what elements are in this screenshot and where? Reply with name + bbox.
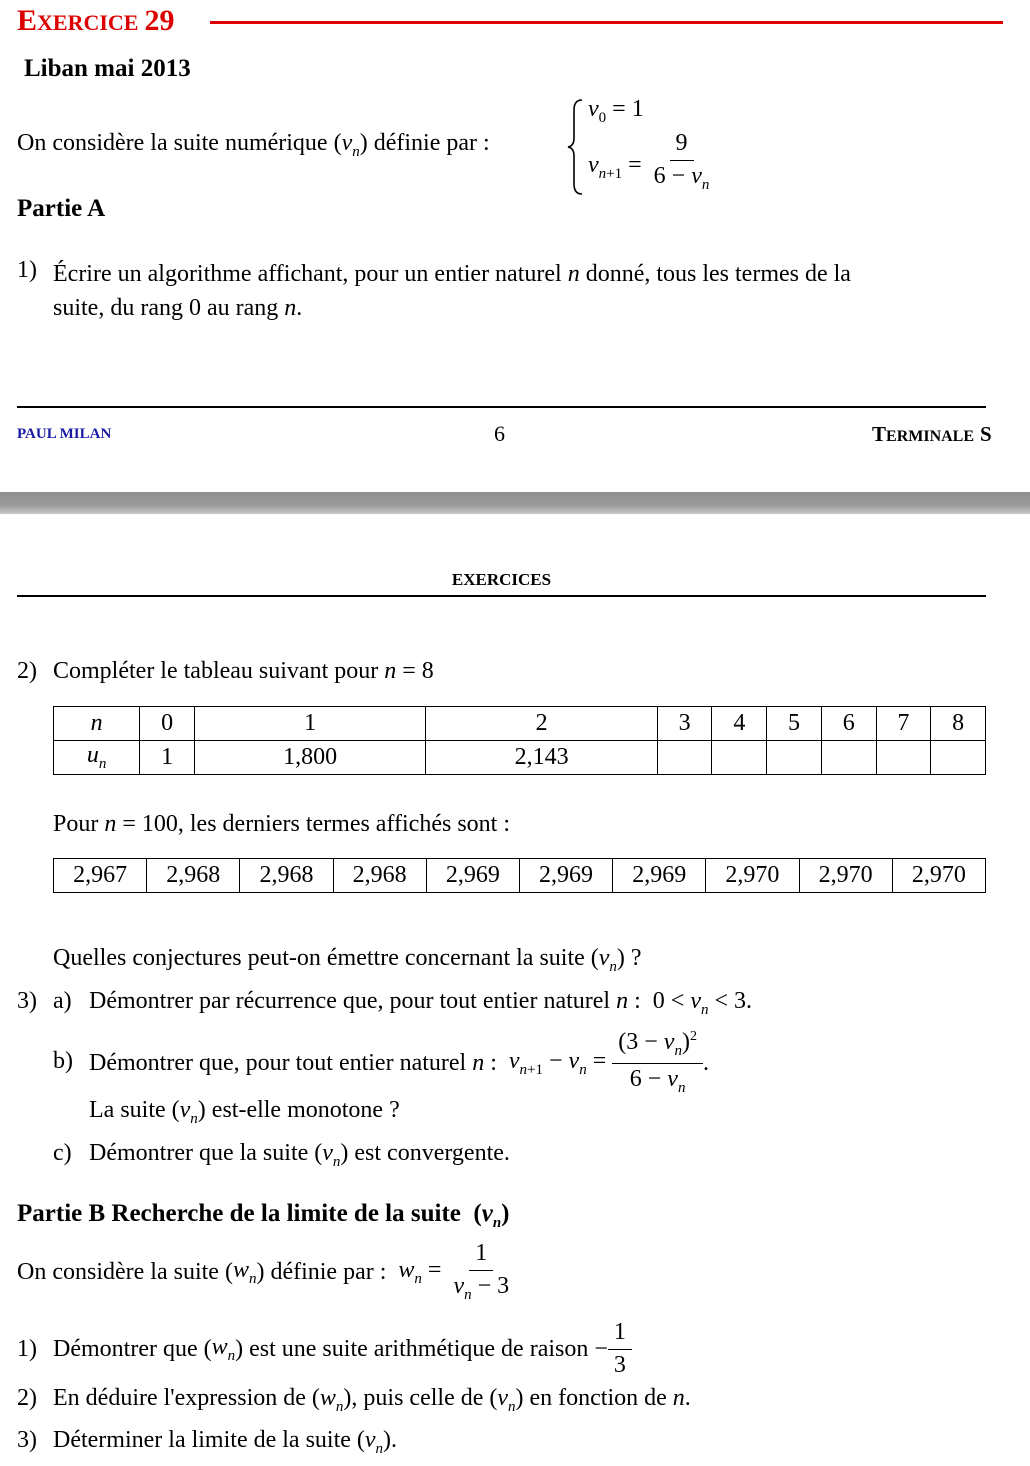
page-header: EXERCICES [451,570,552,589]
table-cell: 2,969 [426,859,519,893]
table-cell: $u_n$ [54,741,140,775]
part-b-heading: Partie B Recherche de la limite de la suite $(v_n)$ [17,1200,510,1231]
table-cell: 2,143 [426,741,657,775]
table-cell: 3 [657,707,712,741]
question-3b-subquestion: La suite $(v_n)$ est-elle monotone ? [89,1097,400,1127]
table-cell: 2,968 [240,859,333,893]
exercise-title: EXERCICE 29 [17,4,175,37]
table-cell: 2,968 [333,859,426,893]
table-cell[interactable] [821,741,876,775]
table-cell: 8 [931,707,986,741]
table-cell: n [54,707,140,741]
question-2-text: Compléter le tableau suivant pour n = 8 [53,658,434,684]
footer-right: TERMINALE S [872,422,992,446]
table-cell: 1 [140,741,195,775]
pour-text: Pour n = 100, les derniers termes affichés sont : [53,811,510,837]
question-1-number: 1) [17,257,37,283]
header-rule [17,595,986,597]
table-cell: 2,969 [613,859,706,893]
w-definition: On considère la suite ( $w_n$ ) définie par : $w_n$ = $\frac{1}{v_n - 3}$ [17,1240,510,1303]
part-b-question-2-text: En déduire l'expression de $(w_n)$, puis celle de $(v_n)$ en fonction de n. [53,1385,691,1415]
title-rule [210,21,1003,24]
table-cell: 5 [767,707,822,741]
part-b-question-3-number: 3) [17,1427,37,1453]
table-cell: 4 [712,707,767,741]
part-b-question-3-text: Déterminer la limite de la suite $(v_n)$. [53,1427,398,1457]
values-table [53,706,986,775]
part-b-question-2-number: 2) [17,1385,37,1411]
table-cell: 2 [426,707,657,741]
table-cell: 7 [876,707,931,741]
page-divider [0,492,1030,514]
question-3-number: 3) [17,988,37,1014]
table-row [54,707,986,741]
table-cell[interactable] [712,741,767,775]
footer-author: PAUL MILAN [17,426,112,442]
table-cell: 1,800 [194,741,425,775]
system-line-2: $v_{n+1}$ = $\frac{9}{6 - v_n}$ [588,130,710,193]
table-cell[interactable] [876,741,931,775]
table-cell: 1 [194,707,425,741]
intro-text: On considère la suite numérique $(v_n)$ définie par : [17,130,490,160]
question-2-number: 2) [17,658,37,684]
question-3c-label: c) [53,1140,72,1166]
conjecture-question: Quelles conjectures peut-on émettre concernant la suite $(v_n)$ ? [53,945,642,975]
table-cell: 2,970 [892,859,985,893]
table-cell[interactable] [767,741,822,775]
last-terms-table [53,858,986,893]
part-a-heading: Partie A [17,195,106,222]
table-cell: 6 [821,707,876,741]
table-cell: 2,969 [519,859,612,893]
question-3b-text: Démontrer que, pour tout entier naturel n : $v_{n+1} - v_n$ = $\frac{(3 - v_n)^2}{6 - v_n}$ . [89,1029,709,1096]
table-cell: 2,968 [147,859,240,893]
system-brace [566,98,586,196]
footer-rule [17,406,986,408]
table-row [54,741,986,775]
table-cell: 2,970 [799,859,892,893]
table-cell[interactable] [657,741,712,775]
question-3a-label: a) [53,988,72,1014]
table-row [54,859,986,893]
part-b-question-1-number: 1) [17,1336,37,1362]
question-3a-text: Démontrer par récurrence que, pour tout entier naturel n : $0 < v_n < 3$. [89,988,753,1018]
part-b-question-1-text: Démontrer que ( $w_n$ ) est une suite arithmétique de raison − $\frac{1}{3}$ [53,1318,632,1380]
question-3c-text: Démontrer que la suite $(v_n)$ est convergente. [89,1140,510,1170]
table-cell: 2,967 [54,859,147,893]
question-3b-label: b) [53,1048,73,1074]
table-cell[interactable] [931,741,986,775]
footer-page-number: 6 [494,421,505,446]
table-cell: 0 [140,707,195,741]
question-1-text: Écrire un algorithme affichant, pour un entier naturel n donné, tous les termes de la suite, du rang 0 au rang n. [53,261,851,321]
table-cell: 2,970 [706,859,799,893]
system-line-1: $v_0 = 1$ [588,96,644,126]
subtitle: Liban mai 2013 [24,55,191,82]
